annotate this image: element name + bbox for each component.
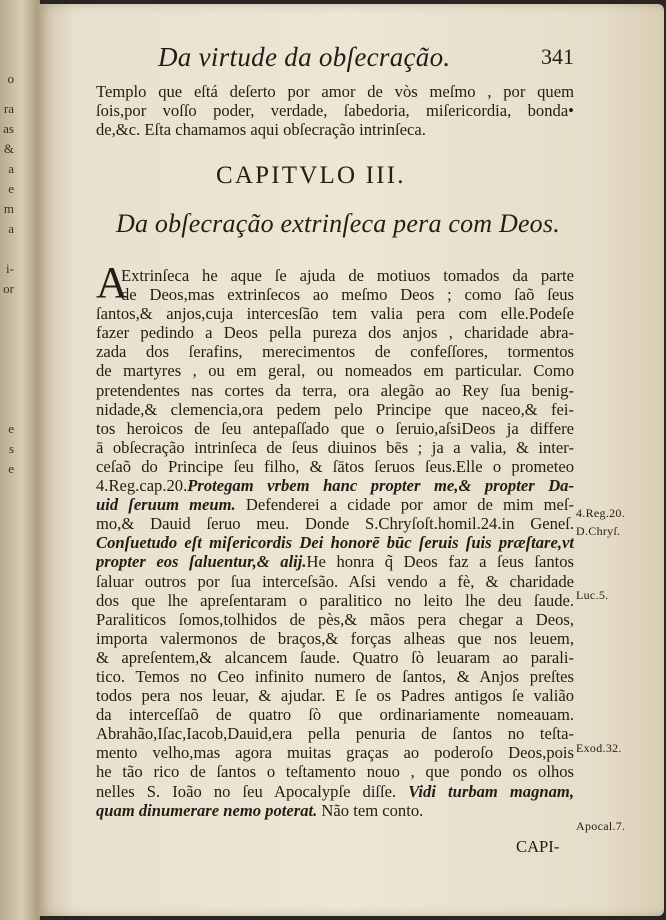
book-page	[38, 4, 664, 916]
text-line: mo,& Dauid ſeruo meu. Donde S.Chryſoſt.homil.24.in Geneſ.	[96, 514, 574, 534]
text-line: ā obſecração intrinſeca de ſeus diuinos bēs ; ja a valia, & inter-	[96, 437, 574, 457]
marginal-note: D.Chryſ.	[576, 524, 621, 538]
latin-quotation: propter eos ſaluentur,& alij.	[96, 552, 307, 572]
text-line: ſaluar outros por ſua interceſsão. Aſsi vendo a fè, & charidade	[96, 571, 574, 591]
facing-page-fragment: e	[8, 421, 14, 436]
intro-paragraph	[96, 82, 574, 139]
text-line: he tão rico de ſantos o teſtamento nouo , que pondo os olhos	[96, 762, 574, 782]
text-line: Abrahão,Iſac,Iacob,Dauid,era pella penuria de ſantos no teſta-	[96, 724, 574, 744]
facing-page-fragment: i-	[6, 261, 14, 276]
latin-quotation: Protegam vrbem hanc propter me,& propter Da-	[187, 476, 574, 496]
text-line: tico. Temos no Ceo infinito numero de ſantos, & Anjos preſtes	[96, 666, 574, 686]
text-line: Extrinſeca he aque ſe ajuda de motiuos tomados da parte	[121, 266, 574, 285]
text-line: importa valermonos de braços,& forças alheas que nos leuem,	[96, 628, 574, 648]
latin-quotation: quam dinumerare nemo poterat.	[96, 800, 318, 820]
text-line: nelles S. Ioão no ſeu Apocalypſe diſſe. Vidi turbam magnam,	[96, 781, 574, 801]
running-title: Da virtude da obſecração.	[158, 42, 451, 72]
text-line: uid ſeruum meum. Defenderei a cidade por amor de mim meſ-	[96, 495, 574, 515]
text-line: ſantos,& anjos,cuja intercesſão tem valia pera com elle.Podeſe	[96, 304, 574, 324]
latin-quotation: uid ſeruum meum.	[96, 495, 236, 515]
chapter-body	[96, 266, 574, 820]
text-line: 4.Reg.cap.20.Protegam vrbem hanc propter me,& propter Da-	[96, 476, 574, 496]
text-line: Templo que eſtá deſerto por amor de vòs meſmo , por quem	[96, 82, 574, 101]
text-line: quam dinumerare nemo poterat. Não tem conto.	[96, 800, 424, 820]
marginal-note: 4.Reg.20.	[576, 506, 626, 520]
text-line: tos heroicos de ſeu antepaſſado que o ſeruio,aſsiDeos ja differe	[96, 418, 574, 438]
page-number: 341	[541, 44, 574, 69]
section-heading: Da obſecração extrinſeca pera com Deos.	[116, 209, 560, 238]
facing-page-fragment: &	[3, 141, 14, 156]
marginal-note: Exod.32.	[576, 741, 622, 755]
text-line: nidade,& clemencia,ora pedem pelo Principe que naceo,& fei-	[96, 399, 574, 419]
text-line: zada dos ſerafins, merecimentos de confeſſores, tormentos	[96, 342, 574, 362]
drop-cap: A	[96, 258, 128, 307]
facing-page-fragment: a	[8, 221, 14, 236]
facing-page-fragment: o	[7, 71, 14, 86]
latin-quotation: Vidi turbam magnam,	[396, 781, 574, 801]
facing-page-fragment: e	[8, 181, 14, 196]
facing-page-fragment: a	[8, 161, 14, 176]
catchword: CAPI-	[516, 837, 560, 856]
facing-page-fragment: ra	[3, 101, 14, 116]
text-line: ceſaõ do Principe ſeu filho, & ſātos ſeruos ſeus.Elle o prometeo	[96, 456, 574, 476]
facing-page-fragment: e	[8, 461, 14, 476]
page-header	[118, 40, 588, 74]
text-line: & apreſentem,& alcancem ſaude. Quatro ſò leuaram ao parali-	[96, 647, 574, 667]
text-line: propter eos ſaluentur,& alij.He honra q̃ Deos faz a ſeus ſantos	[96, 552, 574, 572]
text-line: dos que lhe apreſentaram o paralitico no leito lhe deu ſaude.	[96, 590, 574, 610]
facing-page-fragment: as	[3, 121, 14, 136]
marginal-note: Luc.5.	[576, 588, 609, 602]
marginal-note: Apocal.7.	[576, 819, 626, 833]
text-line: pretendentes nas cortes da terra, ora alegão ao Rey ſua benig-	[96, 380, 574, 400]
text-line: de martyres , ou em geral, ou nomeados em particular. Como	[96, 361, 574, 381]
text-line: todos pera nos leuar, & ajudar. E ſe os Padres antigos ſe valião	[96, 686, 574, 706]
facing-page-edge	[0, 0, 40, 920]
text-line: fazer pedindo a Deos pella pureza dos anjos , charidade abra-	[96, 323, 574, 343]
text-line: de Deos,mas extrinſecos ao meſmo Deos ; como ſaõ ſeus	[121, 285, 574, 305]
facing-page-fragment: m	[3, 201, 14, 216]
text-line: mento velho,mas agora muitas graças ao poderoſo Deos,pois	[96, 743, 574, 763]
facing-page-fragment: s	[8, 441, 14, 456]
text-line: ſois,por voſſo poder, verdade, ſabedoria, miſericordia, bonda•	[96, 101, 574, 121]
facing-page-fragment: or	[3, 281, 14, 296]
text-line: da interceſſaõ de quatro ſò que ordinariamente nomeauam.	[96, 705, 574, 725]
text-line	[96, 533, 574, 552]
text-line: de,&c. Eſta chamamos aqui obſecração intrinſeca.	[96, 120, 426, 140]
chapter-heading: CAPITVLO III.	[216, 162, 406, 189]
text-line: Paraliticos ſomos,tolhidos de pès,& mãos pera chegar a Deos,	[96, 609, 574, 629]
latin-quotation: Conſuetudo eſt miſericordis Dei honorē būc ſeruis ſuis præſtare,vt	[96, 533, 574, 553]
